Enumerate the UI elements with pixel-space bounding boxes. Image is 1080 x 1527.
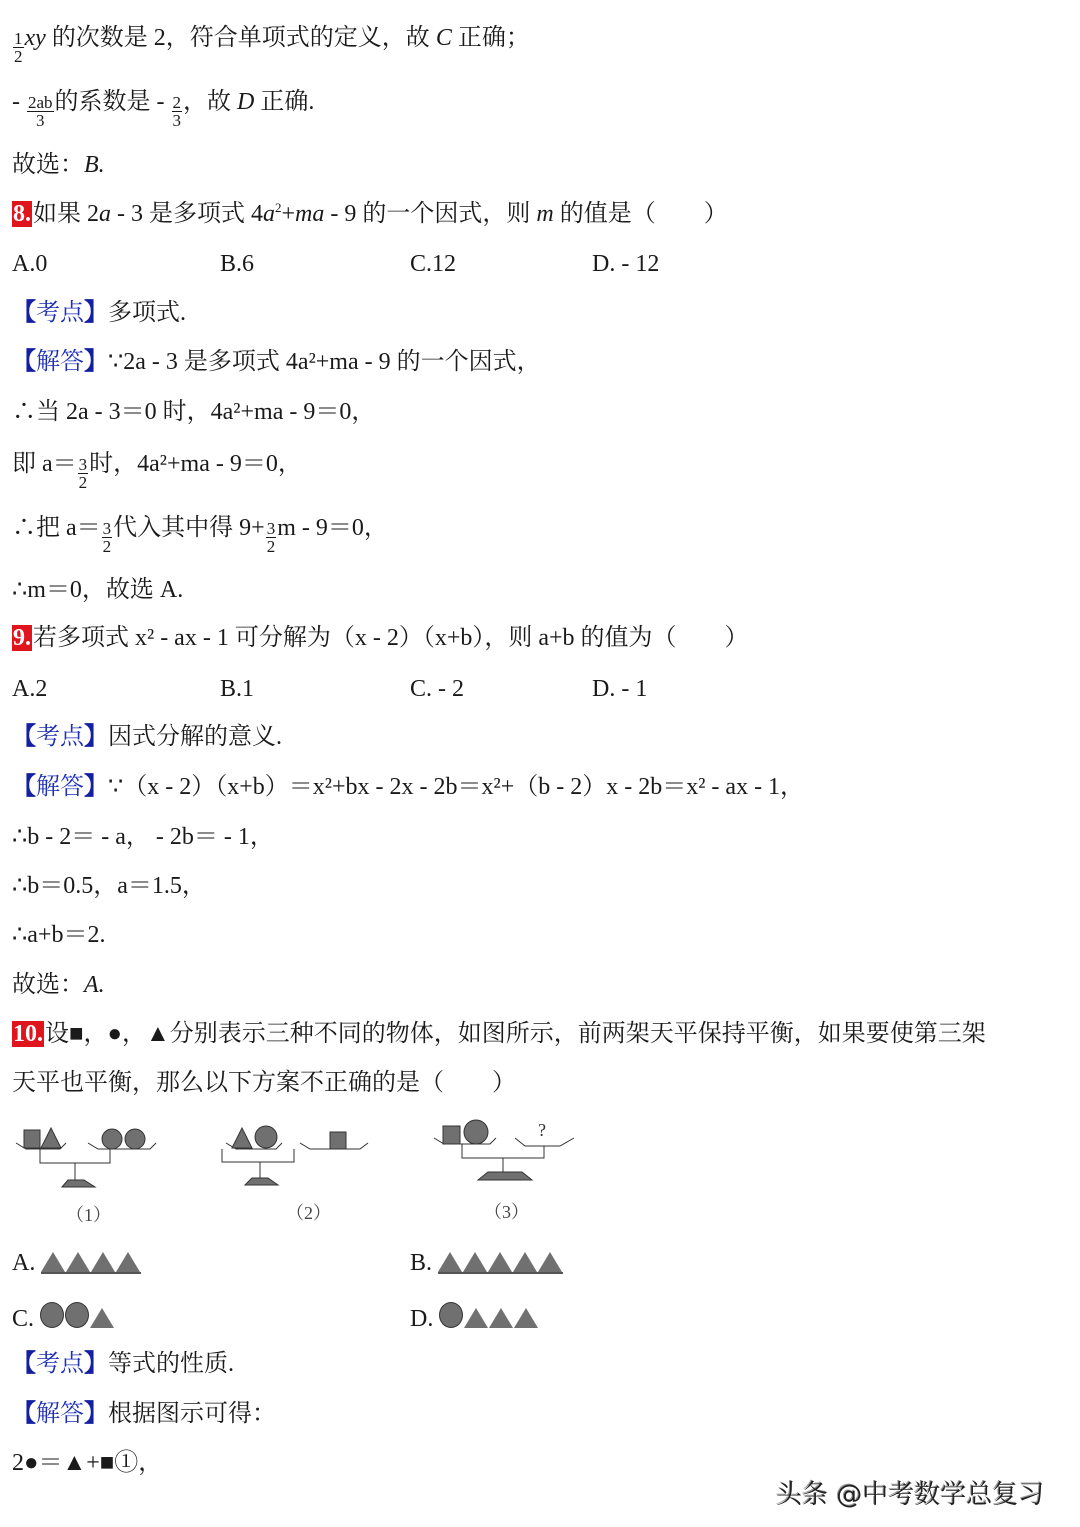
q10-option-b: B. <box>410 1248 563 1278</box>
q9-jieda-line-4: ∴a+b＝2. <box>12 922 106 948</box>
q9-option-a: A.2 <box>12 676 48 702</box>
two-circles-one-triangle-icon <box>40 1302 115 1328</box>
q9-jieda-line-3: ∴b＝0.5，a＝1.5， <box>12 873 206 899</box>
q8-jieda-line-1: 【解答】∵2a - 3 是多项式 4a²+ma - 9 的一个因式， <box>12 349 541 375</box>
q8-jieda-line-3: 即 a＝ $\frac{3}{2}$ 时，4a²+ma - 9＝0， <box>12 451 302 492</box>
fraction: $\frac{2}{3}$ <box>172 93 182 130</box>
q8-option-c: C.12 <box>410 251 457 277</box>
jieda-tag: 【解答】 <box>12 774 108 800</box>
question-mark: ? <box>538 1120 546 1140</box>
q8-option-b: B.6 <box>220 251 255 277</box>
q10-kaodian: 【考点】等式的性质. <box>12 1351 234 1377</box>
q10-stem-line-1: 10.设■，●，▲分别表示三种不同的物体，如图所示，前两架天平保持平衡，如果要使第三架 <box>13 1021 986 1047</box>
balance-figures <box>0 1110 600 1200</box>
balance-scale-1-icon <box>16 1128 156 1187</box>
fraction: $\frac{3}{2}$ <box>102 519 112 556</box>
q9-kaodian: 【考点】因式分解的意义. <box>12 724 282 750</box>
fraction: $\frac{2ab}{3}$ <box>28 93 53 130</box>
q8-jieda-line-4: ∴把 a＝ $\frac{3}{2}$ 代入其中得 9+ $\frac{3}{2}$ m - 9＝0， <box>12 515 388 556</box>
one-circle-three-triangles-icon <box>439 1302 539 1328</box>
q9-jieda-line-2: ∴b - 2＝ - a， - 2b＝ - 1， <box>12 824 274 850</box>
q8-jieda-line-2: ∴当 2a - 3＝0 时，4a²+ma - 9＝0， <box>12 399 376 425</box>
kaodian-tag: 【考点】 <box>12 1351 108 1377</box>
figure-caption-1: （1） <box>66 1205 111 1225</box>
jieda-tag: 【解答】 <box>12 1401 108 1427</box>
prev-solution-line-1: $\frac{1}{2}$ xy 的次数是 2，符合单项式的定义，故 C 正确； <box>14 25 530 66</box>
q9-option-b: B.1 <box>220 676 255 702</box>
four-triangles-icon <box>41 1252 141 1274</box>
fraction: $\frac{3}{2}$ <box>266 519 276 556</box>
q9-option-c: C. - 2 <box>410 676 464 702</box>
fraction: $\frac{3}{2}$ <box>78 455 88 492</box>
q8-stem: 8.如果 2a - 3 是多项式 $4a^2+ma - 9$ 的一个因式，则 m 的值是（ ） <box>13 200 728 227</box>
balance-scale-3-icon <box>434 1120 574 1180</box>
q9-stem: 9.若多项式 x² - ax - 1 可分解为（x - 2）（x+b），则 a+b 的值为（ ） <box>13 625 749 651</box>
kaodian-tag: 【考点】 <box>12 724 108 750</box>
figure-caption-2: （2） <box>286 1203 331 1223</box>
q10-equation-1: 2●＝▲+■①， <box>12 1450 163 1476</box>
q9-answer: 故选：A. <box>12 972 105 998</box>
question-number-badge: 8. <box>13 201 31 227</box>
five-triangles-icon <box>438 1252 563 1274</box>
q8-kaodian: 【考点】多项式. <box>12 300 186 326</box>
q10-option-a: A. <box>12 1248 141 1278</box>
prev-solution-line-2: - $\frac{2ab}{3}$ 的系数是 - $\frac{2}{3}$ ，故 D 正确. <box>12 89 315 130</box>
q10-option-c: C. <box>12 1302 115 1334</box>
balance-scale-2-icon <box>222 1126 368 1185</box>
figure-caption-3: （3） <box>484 1202 529 1222</box>
kaodian-tag: 【考点】 <box>12 300 108 326</box>
q10-jieda: 【解答】根据图示可得： <box>12 1401 276 1427</box>
q8-jieda-line-5: ∴m＝0，故选 A. <box>12 577 184 603</box>
q9-jieda-line-1: 【解答】∵（x - 2）（x+b）＝x²+bx - 2x - 2b＝x²+（b - 2）x - 2b＝x² - ax - 1， <box>12 774 805 800</box>
q10-option-d: D. <box>410 1302 539 1334</box>
watermark: 头条 @中考数学总复习 <box>776 1480 1045 1510</box>
q8-option-d: D. - 12 <box>592 251 660 277</box>
prev-answer: 故选：B. <box>12 152 105 178</box>
fraction: $\frac{1}{2}$ <box>14 29 23 66</box>
q9-option-d: D. - 1 <box>592 676 648 702</box>
q8-option-a: A.0 <box>12 251 48 277</box>
question-number-badge: 9. <box>13 625 31 651</box>
question-number-badge: 10. <box>13 1021 43 1047</box>
q10-stem-line-2: 天平也平衡，那么以下方案不正确的是（ ） <box>12 1070 516 1096</box>
jieda-tag: 【解答】 <box>12 349 108 375</box>
